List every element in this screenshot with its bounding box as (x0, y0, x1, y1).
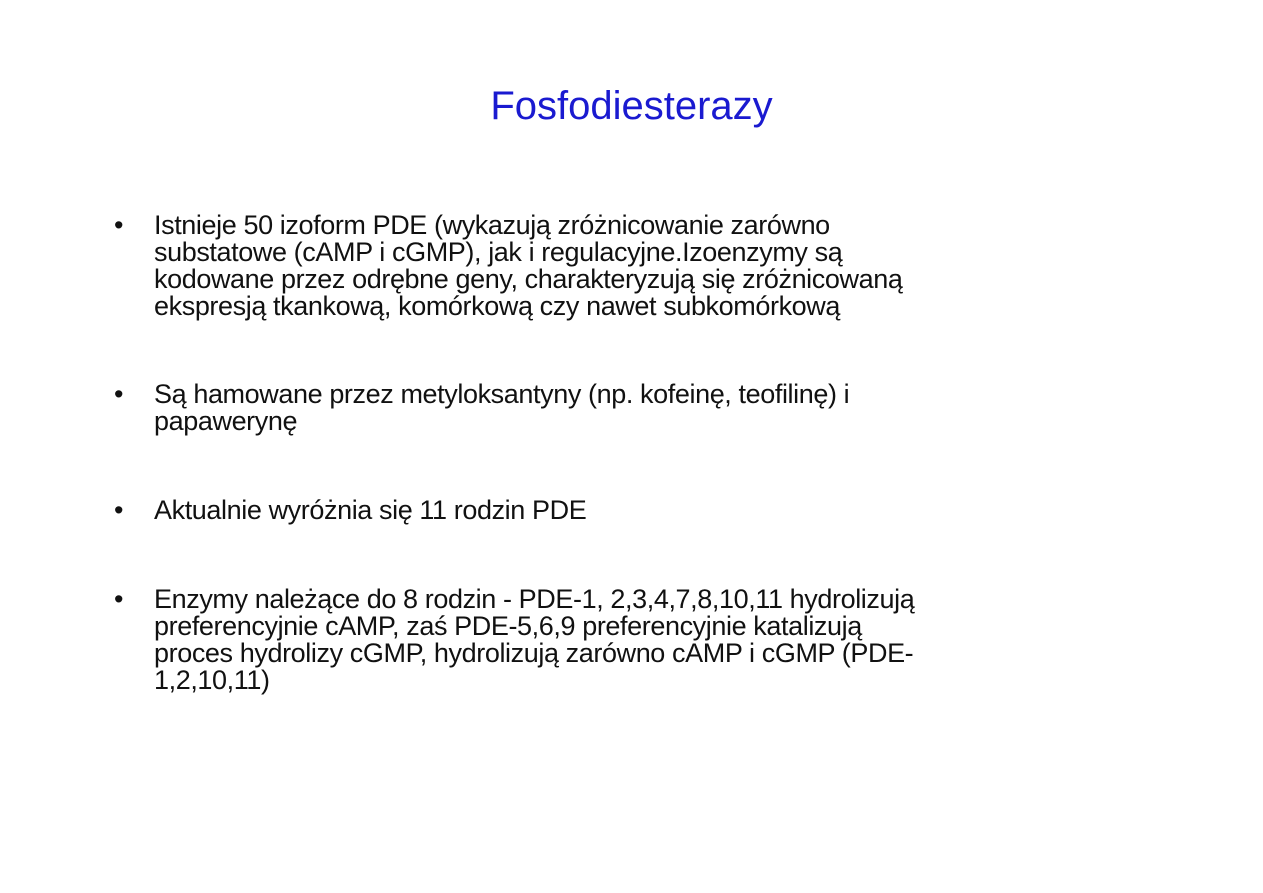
bullet-text: Aktualnie wyróżnia się 11 rodzin PDE (154, 495, 587, 525)
bullet-item (112, 212, 1152, 320)
bullet-text: Są hamowane przez metyloksantyny (np. kofeinę, teofilinę) i papawerynę (154, 379, 850, 436)
bullet-list (112, 206, 1152, 694)
bullet-dot-icon: • (114, 379, 124, 409)
bullet-text: Istnieje 50 izoform PDE (wykazują zróżnicowanie zarówno substatowe (cAMP i cGMP), jak i regulacyjne.Izoenzymy są kodowane przez odrębne geny, charakteryzują się zróżnicowaną ekspresją tkankową, komórkową czy nawet subkomórkową (154, 210, 903, 321)
bullet-item (112, 497, 1152, 524)
bullet-item (112, 381, 1152, 435)
bullet-dot-icon: • (114, 584, 124, 614)
bullet-item (112, 586, 1152, 694)
bullet-dot-icon: • (114, 210, 124, 240)
bullet-dot-icon: • (114, 495, 124, 525)
slide-title: Fosfodiesterazy (490, 84, 773, 128)
bullet-text: Enzymy należące do 8 rodzin - PDE-1, 2,3,4,7,8,10,11 hydrolizują preferencyjnie cAMP, zaś PDE-5,6,9 preferencyjnie katalizują proces hydrolizy cGMP, hydrolizują zarówno cAMP i cGMP (PDE- 1,2,10,11) (154, 584, 915, 695)
